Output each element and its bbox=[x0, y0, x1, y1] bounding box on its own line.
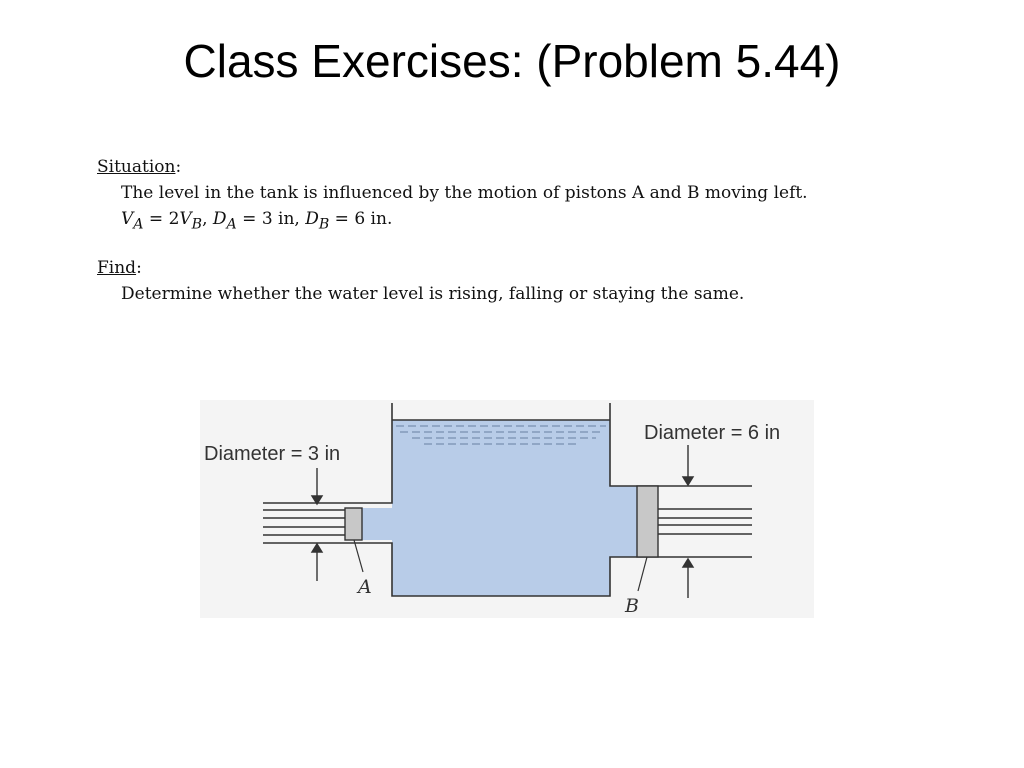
diameter-a-label: Diameter = 3 in bbox=[204, 443, 341, 465]
tank-diagram bbox=[200, 400, 814, 618]
db-subscript: B bbox=[318, 216, 330, 233]
situation-equations bbox=[97, 206, 957, 237]
da-symbol: D bbox=[212, 209, 227, 229]
find-text: Determine whether the water level is rising, falling or staying the same. bbox=[121, 284, 745, 305]
vb-subscript: B bbox=[191, 216, 203, 233]
situation-colon: : bbox=[175, 157, 182, 177]
leader-b bbox=[638, 557, 647, 591]
va-subscript: A bbox=[133, 216, 144, 233]
situation-text: The level in the tank is influenced by the motion of pistons A and B moving left. bbox=[121, 183, 808, 203]
find-heading: Find bbox=[97, 258, 137, 279]
piston-b-rod bbox=[658, 509, 752, 534]
piston-b bbox=[637, 486, 658, 557]
da-value: = 3 in, bbox=[236, 209, 306, 229]
eq-separator: , bbox=[202, 209, 213, 229]
find-colon: : bbox=[136, 258, 142, 279]
db-value: = 6 in. bbox=[329, 209, 393, 229]
vb-symbol: V bbox=[179, 209, 192, 229]
eq-equals-2: = 2 bbox=[143, 209, 180, 229]
problem-statement bbox=[97, 154, 957, 307]
piston-b-label: B bbox=[625, 595, 639, 617]
tank-piston-figure bbox=[200, 400, 814, 618]
diameter-b-label: Diameter = 6 in bbox=[644, 422, 781, 444]
va-symbol: V bbox=[121, 209, 134, 229]
situation-heading: Situation bbox=[97, 157, 176, 177]
da-subscript: A bbox=[226, 216, 237, 233]
dimension-arrows-b bbox=[683, 445, 693, 598]
slide-title: Class Exercises: (Problem 5.44) bbox=[183, 35, 841, 87]
tank-outline-right-top bbox=[610, 403, 752, 486]
tank-water bbox=[362, 420, 637, 596]
piston-a bbox=[345, 508, 362, 540]
dimension-arrows-a bbox=[312, 468, 322, 581]
piston-a-label: A bbox=[358, 576, 372, 598]
db-symbol: D bbox=[305, 209, 319, 229]
piston-a-rod bbox=[263, 510, 345, 535]
leader-a bbox=[354, 540, 363, 572]
